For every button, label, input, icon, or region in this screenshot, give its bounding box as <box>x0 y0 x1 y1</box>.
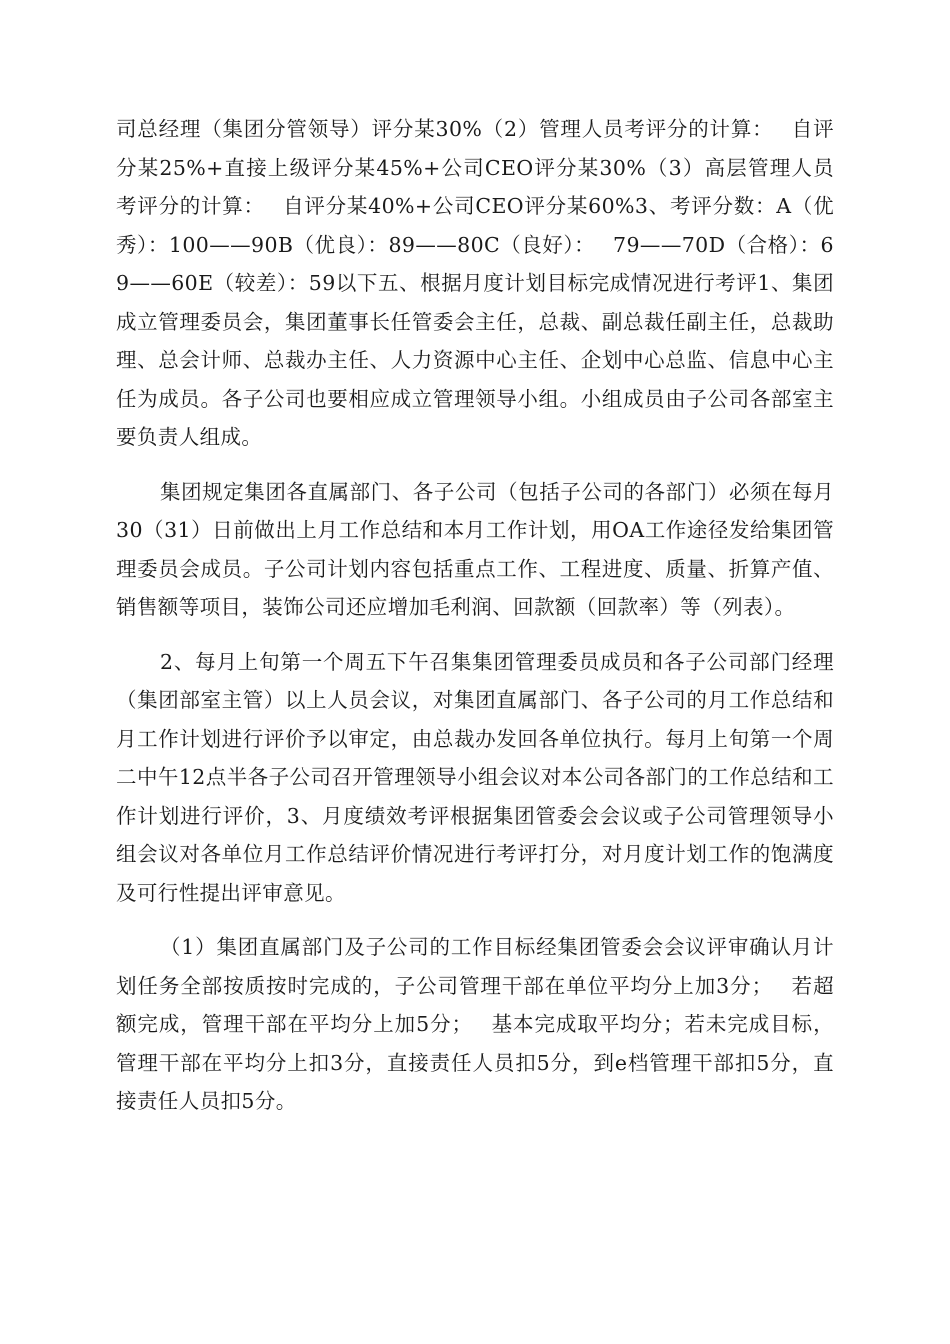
paragraph-scoring-rules: 司总经理（集团分管领导）评分某30%（2）管理人员考评分的计算： 自评分某25%+直接上级评分某45%+公司CEO评分某30%（3）高层管理人员考评分的计算： 自评分某40%+公司CEO评分某60%3、考评分数：A（优秀）：100——90B（优良）：89——80C（良好）： 79——70D（合格）：69——60E（较差）：59以下五、根据月度计划目标完成情况进行考评1、集团成立管理委员会，集团董事长任管委会主任，总裁、副总裁任副主任，总裁助理、总会计师、总裁办主任、人力资源中心主任、企划中心总监、信息中心主任为成员。各子公司也要相应成立管理领导小组。小组成员由子公司各部室主要负责人组成。 <box>116 117 834 449</box>
paragraph-monthly-plan-requirement: 集团规定集团各直属部门、各子公司（包括子公司的各部门）必须在每月30（31）日前做出上月工作总结和本月工作计划，用OA工作途径发给集团管理委员会成员。子公司计划内容包括重点工作、工程进度、质量、折算产值、销售额等项目，装饰公司还应增加毛利润、回款额（回款率）等（列表）。 <box>116 479 834 619</box>
paragraph-score-adjustment: （1）集团直属部门及子公司的工作目标经集团管委会会议评审确认月计划任务全部按质按时完成的，子公司管理干部在单位平均分上加3分； 若超额完成，管理干部在平均分上加5分； 基本完成取平均分；若未完成目标，管理干部在平均分上扣3分，直接责任人员扣5分，到e档管理干部扣5分，直接责任人员扣5分。 <box>116 935 834 1113</box>
document-page <box>116 110 834 1121</box>
paragraph-monthly-meeting: 2、每月上旬第一个周五下午召集集团管理委员成员和各子公司部门经理（集团部室主管）以上人员会议，对集团直属部门、各子公司的月工作总结和月工作计划进行评价予以审定，由总裁办发回各单位执行。每月上旬第一个周二中午12点半各子公司召开管理领导小组会议对本公司各部门的工作总结和工作计划进行评价，3、月度绩效考评根据集团管委会会议或子公司管理领导小组会议对各单位月工作总结评价情况进行考评打分，对月度计划工作的饱满度及可行性提出评审意见。 <box>116 649 834 905</box>
